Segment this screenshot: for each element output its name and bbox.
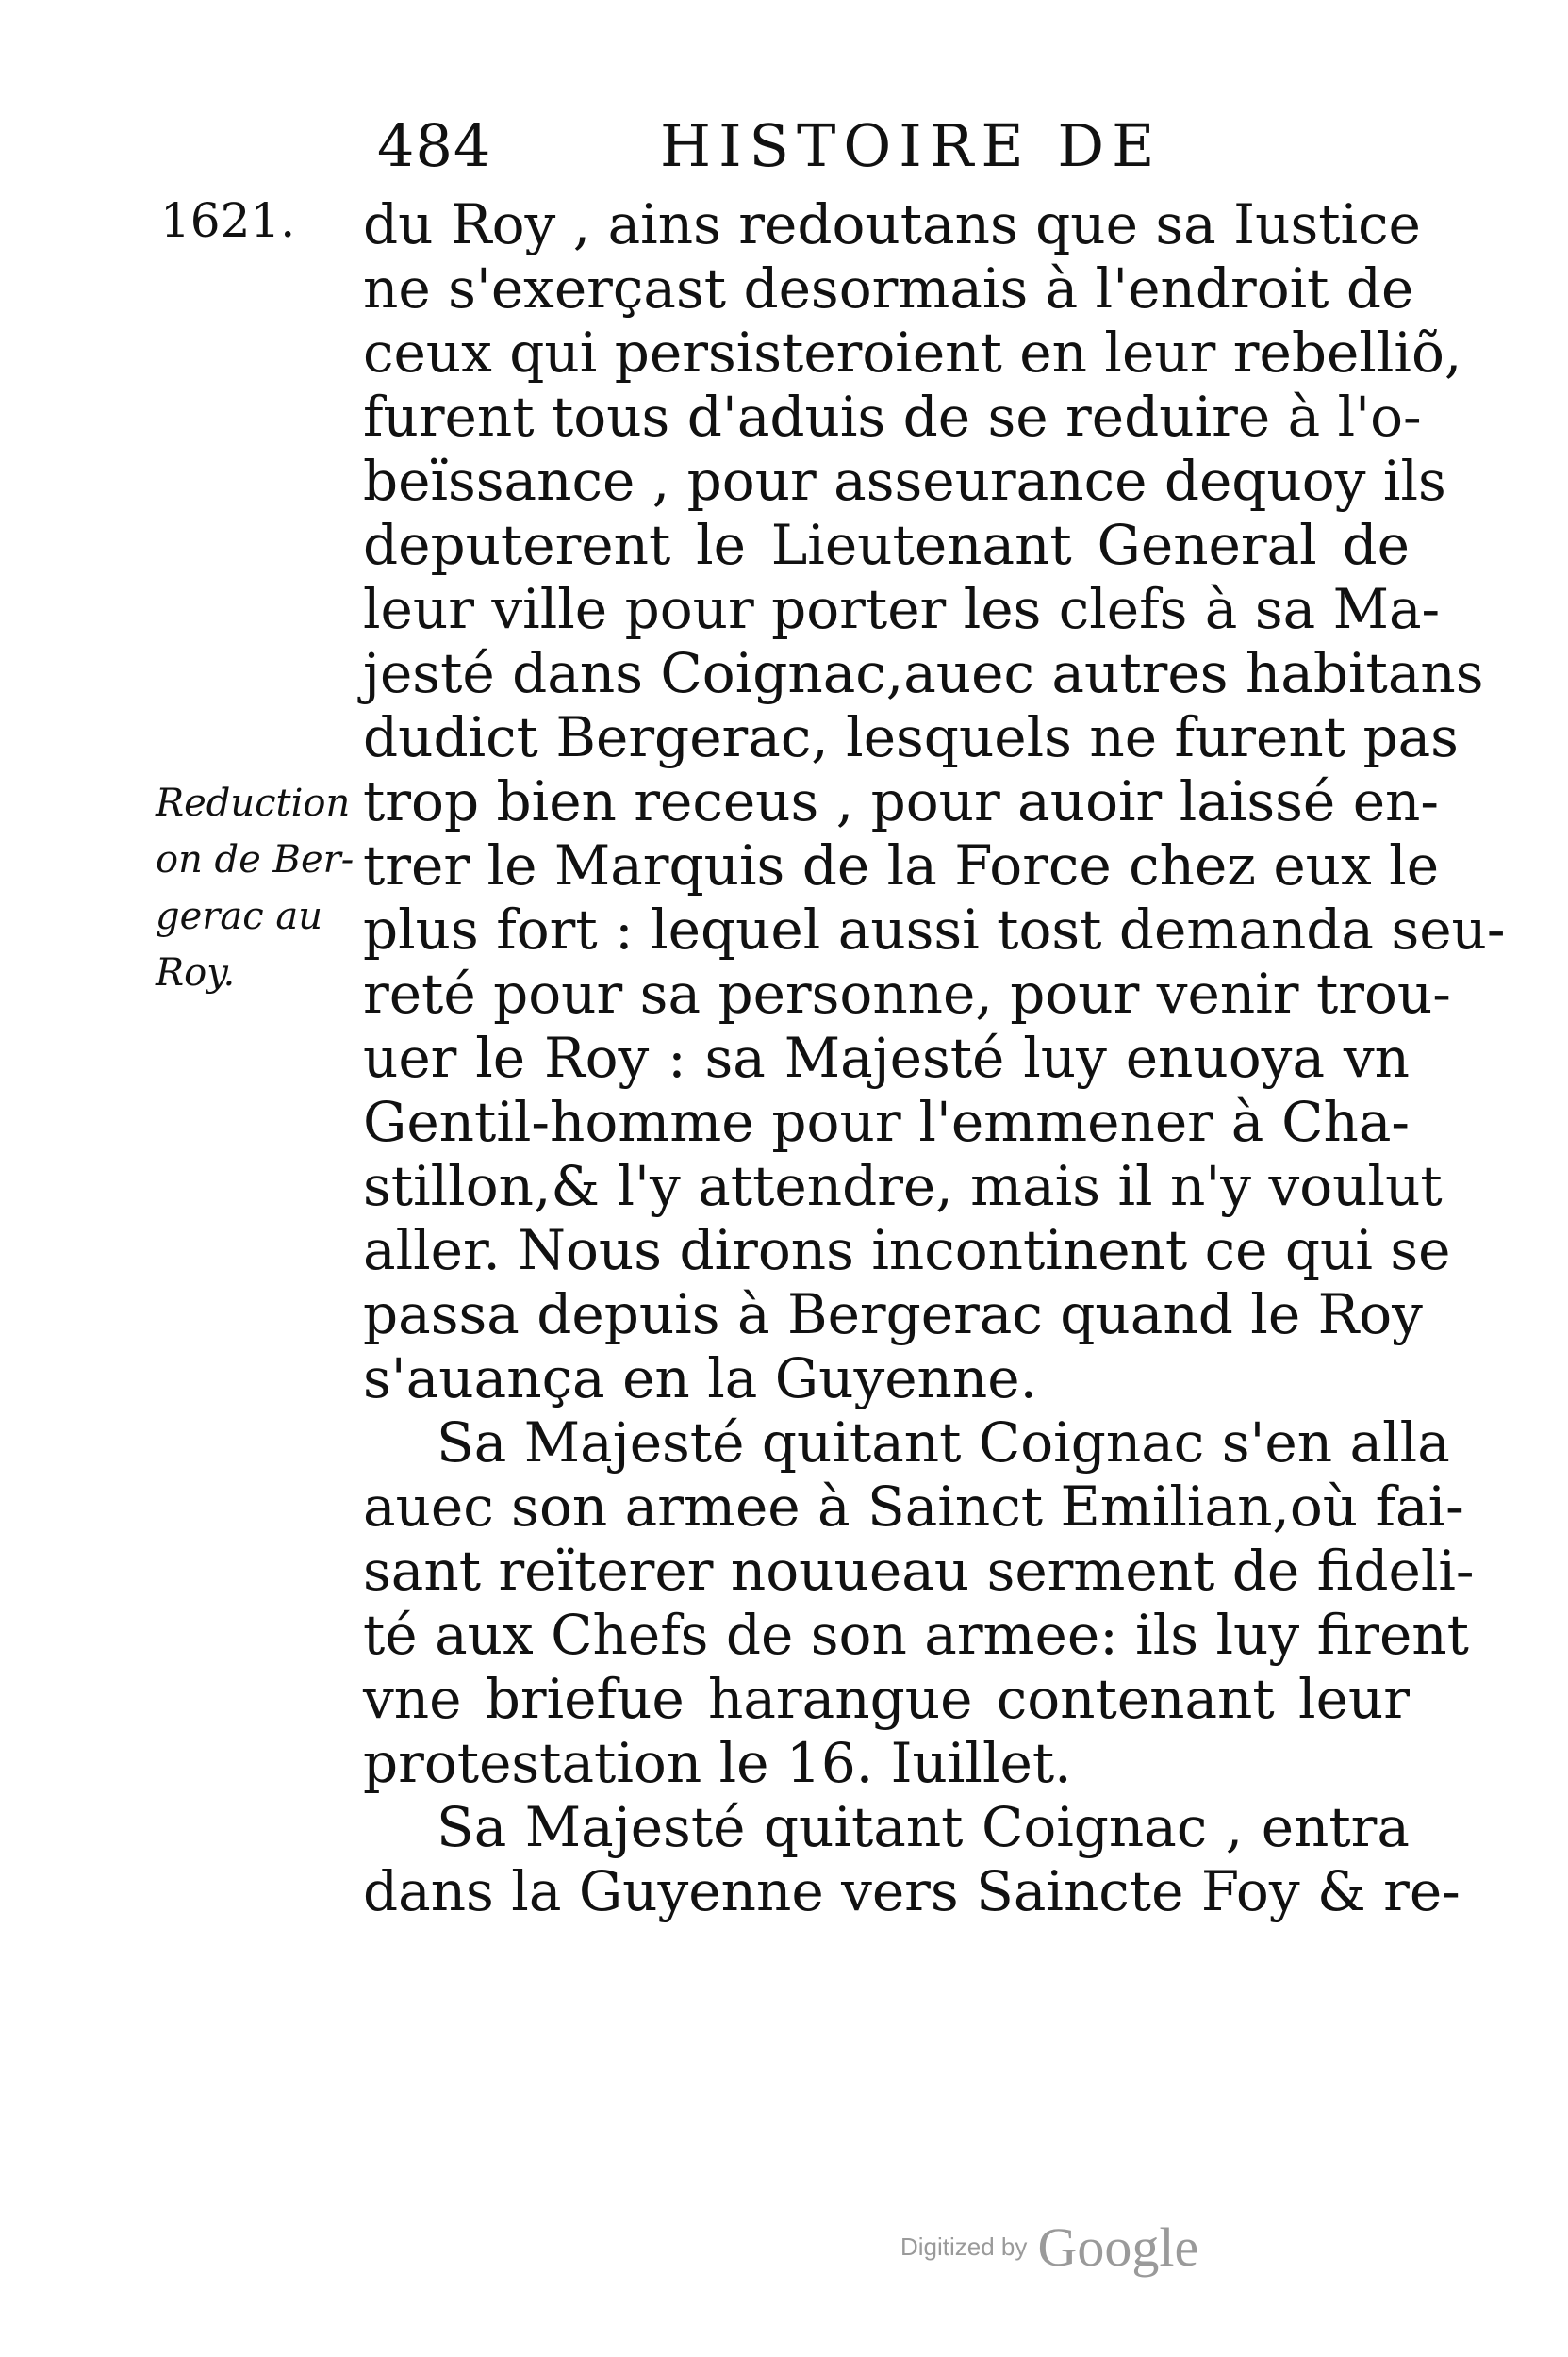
sidenote-line: gerac au <box>156 895 322 938</box>
text-line: passa depuis à Bergerac quand le Roy <box>363 1282 1423 1346</box>
digitized-by-label: Digitized by <box>900 2233 1028 2261</box>
text-line: trer le Marquis de la Force chez eux le <box>363 833 1440 898</box>
page-number: 484 <box>377 111 492 180</box>
body-text <box>363 192 1506 1923</box>
margin-sidenote <box>156 775 358 1001</box>
google-logo: Google <box>1037 2217 1199 2278</box>
text-line: uer le Roy : sa Majesté luy enuoya vn <box>363 1026 1410 1090</box>
text-line: Gentil-homme pour l'emmener à Cha- <box>363 1090 1410 1154</box>
page-header <box>377 111 1320 196</box>
text-line: dudict Bergerac, lesquels ne furent pas <box>363 705 1459 769</box>
text-line: plus fort : lequel aussi tost demanda seu- <box>363 898 1506 962</box>
text-line: reté pour sa personne, pour venir trou- <box>363 962 1451 1026</box>
text-line: té aux Chefs de son armee: ils luy firent <box>363 1603 1469 1667</box>
text-line: s'auança en la Guyenne. <box>363 1346 1038 1410</box>
text-line: ceux qui persisteroient en leur rebelliõ, <box>363 321 1462 385</box>
text-line: stillon,& l'y attendre, mais il n'y voulut <box>363 1154 1443 1218</box>
text-line: trop bien receus , pour auoir laissé en- <box>363 769 1439 833</box>
text-line: auec son armee à Sainct Emilian,où fai- <box>363 1475 1464 1539</box>
margin-year: 1621. <box>160 193 296 248</box>
running-title: HISTOIRE DE <box>660 111 1163 180</box>
text-line: du Roy , ains redoutans que sa Iustice <box>363 192 1421 256</box>
sidenote-line: Reduction <box>156 782 351 825</box>
text-line: dans la Guyenne vers Saincte Foy & re- <box>363 1859 1461 1923</box>
text-line: deputerent le Lieutenant General de <box>363 513 1410 577</box>
text-line: jesté dans Coignac,auec autres habitans <box>363 641 1484 705</box>
text-line: Sa Majesté quitant Coignac s'en alla <box>437 1410 1450 1475</box>
sidenote-line: on de Ber- <box>156 838 355 882</box>
text-line: furent tous d'aduis de se reduire à l'o- <box>363 385 1422 449</box>
text-line: aller. Nous dirons incontinent ce qui se <box>363 1218 1451 1282</box>
text-line: vne briefue harangue contenant leur <box>363 1667 1410 1731</box>
text-line: Sa Majesté quitant Coignac , entra <box>437 1795 1410 1859</box>
sidenote-line: Roy. <box>156 951 236 995</box>
text-line: leur ville pour porter les clefs à sa Ma- <box>363 577 1441 641</box>
text-line: sant reïterer nouueau serment de fideli- <box>363 1539 1475 1603</box>
text-line: protestation le 16. Iuillet. <box>363 1731 1072 1795</box>
text-line: ne s'exerçast desormais à l'endroit de <box>363 256 1414 321</box>
digitized-by-watermark <box>900 2216 1198 2279</box>
text-line: beïssance , pour asseurance dequoy ils <box>363 449 1446 513</box>
